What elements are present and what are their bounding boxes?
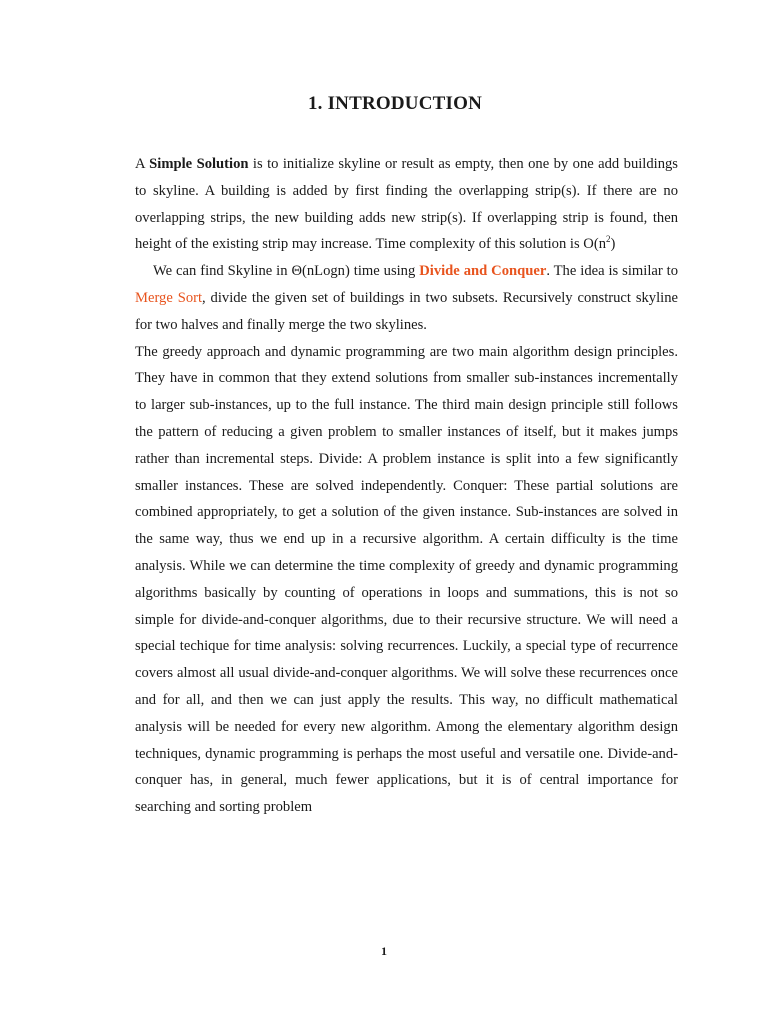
paragraph-design-principles: The greedy approach and dynamic programming are two main algorithm design principles. They have in common that they extend solutions from smaller sub-instances incrementally to larger sub-instances, up to the full instance. The third main design principle still follows the pattern of reducing a given problem to smaller instances of itself, but it makes jumps rather than incremental steps. Divide: A problem instance is split into a few significantly smaller instances. These are solved independently. Conquer: These partial solutions are combined appropriately, to get a solution of the given instance. Sub-instances are solved in the same way, thus we end up in a recursive algorithm. A certain difficulty is the time analysis. While we can determine the time complexity of greedy and dynamic programming algorithms basically by counting of operations in loops and summations, this is not so simple for divide-and-conquer algorithms, due to their recursive structure. We will need a special techique for time analysis: solving recurrences. Luckily, a special type of recurrence covers almost all usual divide-and-conquer algorithms. We will solve these recurrences once and for all, and then we can just apply the results. This way, no difficult mathematical analysis will be needed for every new algorithm. Among the elementary algorithm design techniques, dynamic programming is perhaps the most useful and versatile one. Divide-and-conquer has, in general, much fewer applications, but it is of central importance for searching and sorting problem (135, 343, 678, 816)
paragraph-simple-solution (135, 151, 678, 258)
paragraph1-close: ) (610, 236, 616, 253)
merge-sort-link[interactable]: Merge Sort (135, 289, 203, 306)
simple-solution-term: Simple Solution (149, 156, 249, 172)
divide-and-conquer-link[interactable]: Divide and Conquer (419, 263, 547, 280)
page-number: 1 (381, 944, 387, 958)
superscript-exponent: 2 (606, 234, 611, 245)
paragraph1-text: is to initialize skyline or result as empty, then one by one add buildings to skyline. A building is added by first finding the overlapping strip(s). If there are no overlapping strips, the new building adds new strip(s). If overlapping strip is found, then height of the existing strip may increase. Time complexity of this solution is O(n (135, 156, 678, 253)
paragraph2-part3: , divide the given set of buildings in two subsets. Recursively construct skyline for two halves and finally merge the two skylines. (135, 289, 678, 333)
paragraph2-part2: . The idea is similar to (546, 263, 678, 280)
paragraph2-part1: We can find Skyline in Θ(nLogn) time using (153, 263, 420, 280)
paragraph-divide-conquer (135, 258, 678, 338)
section-heading: 1. INTRODUCTION (307, 93, 483, 114)
paragraph1-prefix: A (135, 156, 150, 172)
body-text (135, 151, 678, 821)
